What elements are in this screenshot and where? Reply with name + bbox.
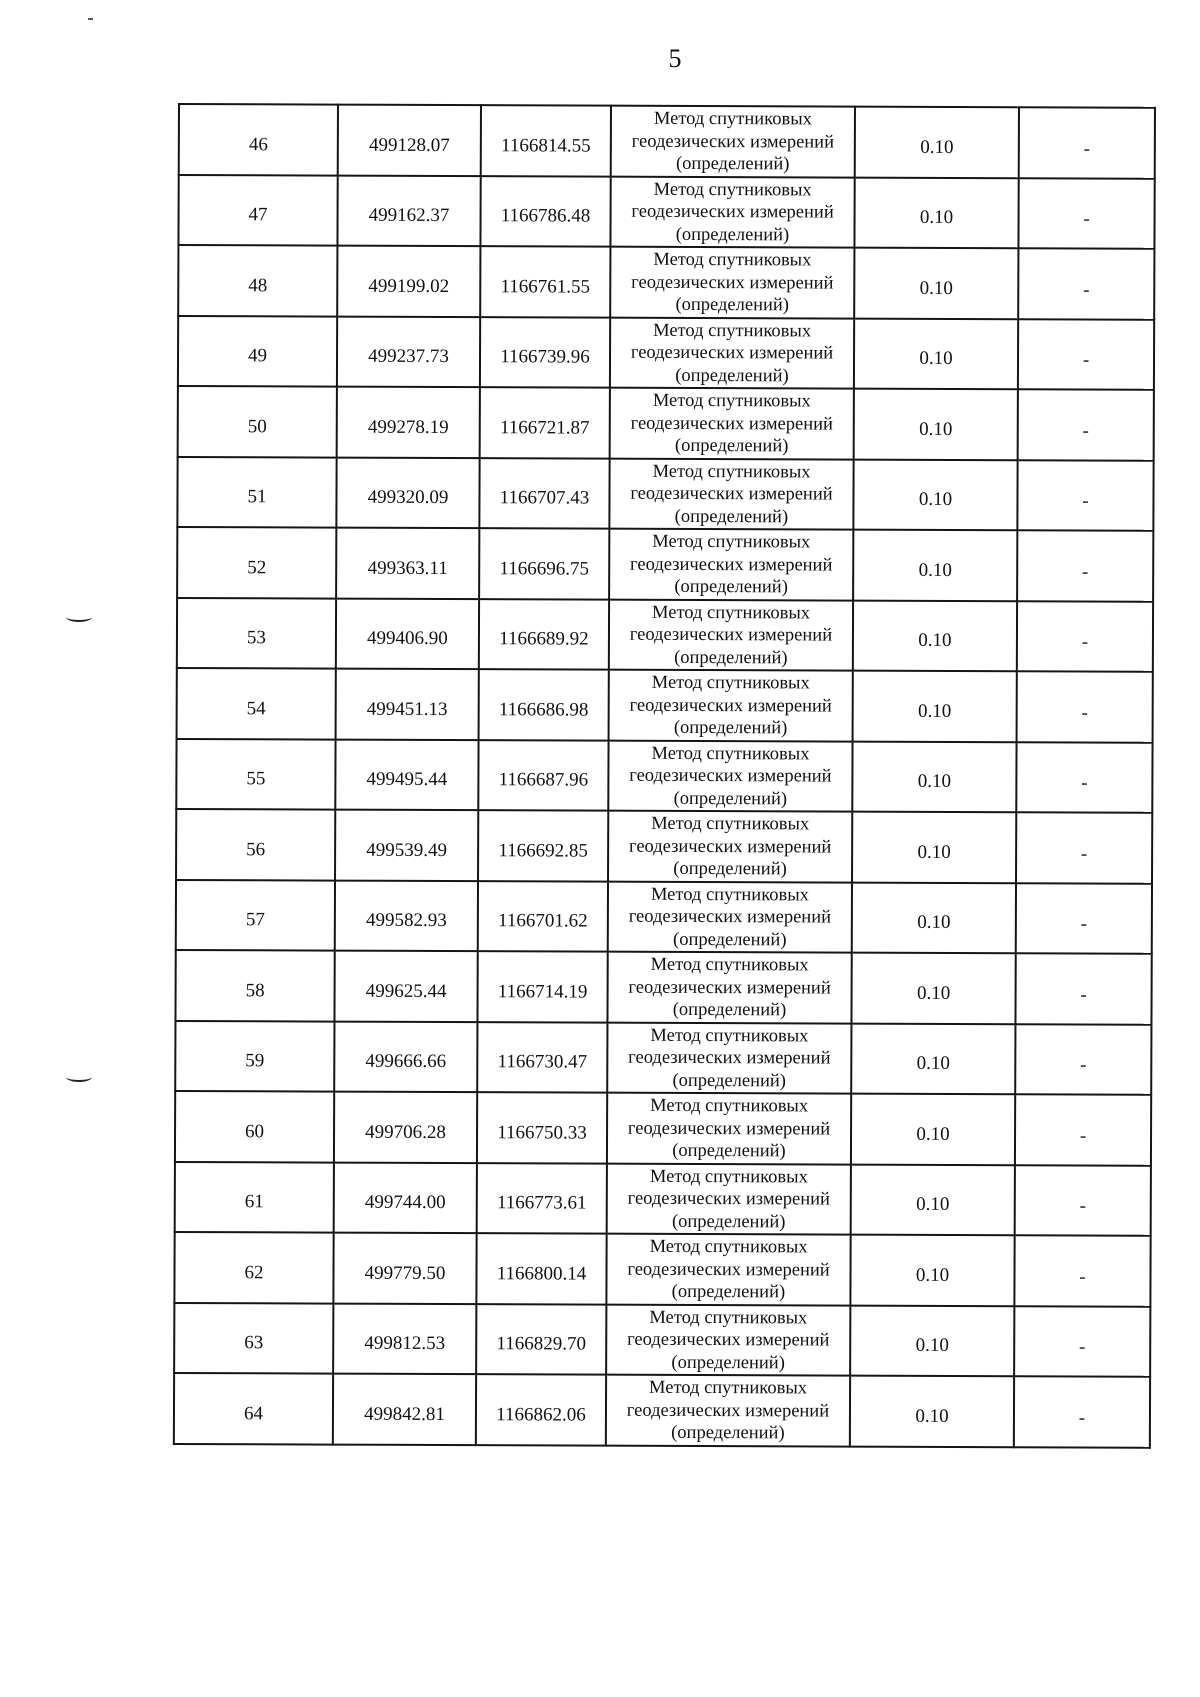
method-line: геодезических измерений xyxy=(627,1259,830,1281)
scan-edge-mark xyxy=(66,612,92,622)
x-coordinate-cell: 499199.02 xyxy=(337,246,480,317)
x-coordinate-cell: 499779.50 xyxy=(333,1233,476,1304)
accuracy-cell: 0.10 xyxy=(851,1164,1015,1235)
note-cell: - xyxy=(1015,1165,1151,1236)
x-coordinate-cell: 499363.11 xyxy=(336,528,479,599)
method-line: Метод спутниковых xyxy=(652,461,811,482)
point-number-cell: 62 xyxy=(174,1232,333,1303)
table-row xyxy=(174,1373,1150,1447)
accuracy-cell: 0.10 xyxy=(850,1235,1014,1306)
method-line: геодезических измерений xyxy=(628,1047,831,1069)
y-coordinate-cell: 1166862.06 xyxy=(476,1374,606,1445)
method-line: геодезических измерений xyxy=(627,1188,830,1210)
method-cell xyxy=(607,952,851,1023)
table-row xyxy=(178,175,1154,249)
table-row xyxy=(178,386,1154,460)
method-line: Метод спутниковых xyxy=(650,1095,809,1117)
x-coordinate-cell: 499744.00 xyxy=(334,1162,477,1233)
x-coordinate-cell: 499812.53 xyxy=(333,1303,476,1374)
x-coordinate-cell: 499320.09 xyxy=(336,457,479,528)
method-line: (определений) xyxy=(674,576,788,598)
accuracy-cell: 0.10 xyxy=(852,741,1016,812)
x-coordinate-cell: 499162.37 xyxy=(337,175,480,246)
method-cell xyxy=(607,1093,851,1164)
method-line: Метод спутниковых xyxy=(653,179,812,200)
x-coordinate-cell: 499842.81 xyxy=(333,1374,476,1445)
method-line: геодезических измерений xyxy=(630,483,833,505)
method-line: геодезических измерений xyxy=(631,272,834,294)
accuracy-cell: 0.10 xyxy=(850,1305,1014,1376)
point-number-cell: 46 xyxy=(179,104,338,175)
method-cell xyxy=(609,599,853,670)
method-cell xyxy=(609,458,853,529)
point-number-cell: 56 xyxy=(176,809,335,880)
method-cell xyxy=(608,740,852,811)
y-coordinate-cell: 1166721.87 xyxy=(480,387,610,458)
point-number-cell: 57 xyxy=(176,879,335,950)
point-number-cell: 55 xyxy=(176,738,335,809)
method-line: Метод спутниковых xyxy=(652,531,811,553)
method-line: геодезических измерений xyxy=(630,413,833,435)
y-coordinate-cell: 1166800.14 xyxy=(476,1233,606,1304)
method-line: (определений) xyxy=(671,1422,785,1444)
note-cell: - xyxy=(1016,883,1152,954)
x-coordinate-cell: 499237.73 xyxy=(337,316,480,387)
method-cell xyxy=(608,881,852,952)
method-cell xyxy=(608,811,852,882)
method-line: (определений) xyxy=(674,506,789,527)
method-line: (определений) xyxy=(673,717,788,739)
x-coordinate-cell: 499128.07 xyxy=(338,105,481,176)
method-line: (определений) xyxy=(673,929,787,950)
method-line: геодезических измерений xyxy=(628,836,832,858)
method-line: (определений) xyxy=(675,224,790,245)
method-line: Метод спутниковых xyxy=(650,954,809,976)
page-number: 5 xyxy=(668,44,682,73)
method-cell xyxy=(611,106,855,177)
note-cell: - xyxy=(1018,178,1154,249)
point-number-cell: 60 xyxy=(175,1091,334,1162)
method-line: геодезических измерений xyxy=(629,765,832,787)
point-number-cell: 50 xyxy=(178,386,337,457)
y-coordinate-cell: 1166750.33 xyxy=(477,1092,607,1163)
method-line: (определений) xyxy=(674,647,788,668)
method-cell xyxy=(610,388,854,459)
method-line: Метод спутниковых xyxy=(649,1236,808,1258)
y-coordinate-cell: 1166814.55 xyxy=(481,105,611,176)
table-row xyxy=(174,1302,1150,1376)
x-coordinate-cell: 499666.66 xyxy=(334,1021,477,1092)
method-line: геодезических измерений xyxy=(628,906,832,928)
y-coordinate-cell: 1166730.47 xyxy=(477,1022,607,1093)
accuracy-cell: 0.10 xyxy=(853,600,1017,671)
method-line: (определений) xyxy=(671,1281,786,1303)
table-row xyxy=(178,245,1154,319)
y-coordinate-cell: 1166739.96 xyxy=(480,317,610,388)
accuracy-cell: 0.10 xyxy=(851,953,1015,1024)
method-cell xyxy=(606,1375,850,1446)
method-line: (определений) xyxy=(671,1352,785,1373)
method-line: геодезических измерений xyxy=(627,1329,830,1351)
method-line: Метод спутниковых xyxy=(650,1025,809,1046)
note-cell: - xyxy=(1015,953,1151,1024)
y-coordinate-cell: 1166689.92 xyxy=(479,599,609,670)
method-cell xyxy=(606,1234,850,1305)
method-line: Метод спутниковых xyxy=(651,743,810,764)
method-cell xyxy=(610,317,854,388)
method-line: Метод спутниковых xyxy=(649,1166,808,1187)
accuracy-cell: 0.10 xyxy=(853,530,1017,601)
note-cell: - xyxy=(1018,319,1154,390)
y-coordinate-cell: 1166686.98 xyxy=(479,669,609,740)
method-line: геодезических измерений xyxy=(630,342,834,364)
y-coordinate-cell: 1166761.55 xyxy=(480,246,610,317)
accuracy-cell: 0.10 xyxy=(853,459,1017,530)
y-coordinate-cell: 1166696.75 xyxy=(479,528,609,599)
scan-speck xyxy=(88,18,93,20)
x-coordinate-cell: 499706.28 xyxy=(334,1092,477,1163)
method-line: (определений) xyxy=(673,788,788,809)
table-row xyxy=(177,457,1153,531)
note-cell: - xyxy=(1017,530,1153,601)
method-cell xyxy=(610,247,854,318)
point-number-cell: 53 xyxy=(177,598,336,669)
table-row xyxy=(177,527,1153,601)
method-line: геодезических измерений xyxy=(629,624,833,646)
accuracy-cell: 0.10 xyxy=(852,812,1016,883)
note-cell: - xyxy=(1014,1235,1150,1306)
method-line: геодезических измерений xyxy=(630,554,833,576)
method-cell xyxy=(609,670,853,741)
y-coordinate-cell: 1166687.96 xyxy=(478,740,608,811)
note-cell: - xyxy=(1018,389,1154,460)
note-cell: - xyxy=(1014,1306,1150,1377)
note-cell: - xyxy=(1015,1024,1151,1095)
accuracy-cell: 0.10 xyxy=(854,389,1018,460)
method-line: Метод спутниковых xyxy=(649,1307,808,1328)
method-line: (определений) xyxy=(674,435,789,457)
point-number-cell: 58 xyxy=(175,950,334,1021)
point-number-cell: 49 xyxy=(178,316,337,387)
method-line: (определений) xyxy=(675,153,790,175)
x-coordinate-cell: 499278.19 xyxy=(337,387,480,458)
accuracy-cell: 0.10 xyxy=(855,107,1019,178)
coordinates-table xyxy=(173,103,1156,1448)
scan-edge-mark xyxy=(66,1072,92,1082)
method-line: геодезических измерений xyxy=(629,695,832,717)
y-coordinate-cell: 1166701.62 xyxy=(478,881,608,952)
note-cell: - xyxy=(1016,742,1152,813)
accuracy-cell: 0.10 xyxy=(853,671,1017,742)
method-line: Метод спутниковых xyxy=(653,249,812,271)
method-line: (определений) xyxy=(671,1211,786,1232)
table-row xyxy=(177,598,1153,672)
x-coordinate-cell: 499495.44 xyxy=(335,739,478,810)
x-coordinate-cell: 499582.93 xyxy=(335,880,478,951)
y-coordinate-cell: 1166786.48 xyxy=(480,176,610,247)
accuracy-cell: 0.10 xyxy=(851,1023,1015,1094)
x-coordinate-cell: 499539.49 xyxy=(335,810,478,881)
note-cell: - xyxy=(1017,460,1153,531)
method-cell xyxy=(606,1304,850,1375)
note-cell: - xyxy=(1019,107,1155,178)
accuracy-cell: 0.10 xyxy=(854,248,1018,319)
accuracy-cell: 0.10 xyxy=(851,1094,1015,1165)
table-row xyxy=(175,1091,1151,1165)
point-number-cell: 63 xyxy=(174,1302,333,1373)
point-number-cell: 48 xyxy=(178,245,337,316)
table-row xyxy=(176,879,1152,953)
y-coordinate-cell: 1166692.85 xyxy=(478,810,608,881)
accuracy-cell: 0.10 xyxy=(854,318,1018,389)
table-row xyxy=(176,738,1152,812)
method-line: (определений) xyxy=(672,1140,786,1162)
method-line: геодезических измерений xyxy=(631,131,835,153)
method-line: (определений) xyxy=(675,365,789,386)
table-row xyxy=(175,1161,1151,1235)
table-row xyxy=(175,950,1151,1024)
method-cell xyxy=(609,529,853,600)
point-number-cell: 51 xyxy=(177,457,336,528)
table-body xyxy=(174,104,1155,1447)
point-number-cell: 52 xyxy=(177,527,336,598)
note-cell: - xyxy=(1014,1376,1150,1447)
method-line: Метод спутниковых xyxy=(651,672,810,694)
y-coordinate-cell: 1166829.70 xyxy=(476,1304,606,1375)
method-line: (определений) xyxy=(672,1070,787,1091)
x-coordinate-cell: 499625.44 xyxy=(334,951,477,1022)
method-line: геодезических измерений xyxy=(626,1400,830,1422)
table-row xyxy=(177,668,1153,742)
accuracy-cell: 0.10 xyxy=(854,177,1018,248)
y-coordinate-cell: 1166773.61 xyxy=(477,1163,607,1234)
note-cell: - xyxy=(1017,671,1153,742)
method-line: (определений) xyxy=(675,294,790,316)
method-line: Метод спутниковых xyxy=(653,320,812,341)
method-line: Метод спутниковых xyxy=(650,884,809,905)
table-row xyxy=(174,1232,1150,1306)
note-cell: - xyxy=(1016,812,1152,883)
table-row xyxy=(179,104,1155,178)
method-line: Метод спутниковых xyxy=(653,108,812,130)
table-row xyxy=(178,316,1154,390)
y-coordinate-cell: 1166707.43 xyxy=(479,458,609,529)
method-line: Метод спутниковых xyxy=(649,1377,808,1399)
point-number-cell: 54 xyxy=(177,668,336,739)
point-number-cell: 61 xyxy=(175,1161,334,1232)
accuracy-cell: 0.10 xyxy=(850,1376,1014,1447)
method-line: Метод спутниковых xyxy=(651,813,810,835)
method-line: (определений) xyxy=(673,858,787,880)
table-row xyxy=(176,809,1152,883)
point-number-cell: 47 xyxy=(178,175,337,246)
method-line: геодезических измерений xyxy=(631,201,834,223)
note-cell: - xyxy=(1017,601,1153,672)
method-cell xyxy=(607,1163,851,1234)
method-cell xyxy=(610,176,854,247)
y-coordinate-cell: 1166714.19 xyxy=(477,951,607,1022)
point-number-cell: 59 xyxy=(175,1020,334,1091)
x-coordinate-cell: 499406.90 xyxy=(336,598,479,669)
method-cell xyxy=(607,1022,851,1093)
method-line: Метод спутниковых xyxy=(652,390,811,412)
note-cell: - xyxy=(1015,1094,1151,1165)
method-line: геодезических измерений xyxy=(628,977,831,999)
method-line: Метод спутниковых xyxy=(652,602,811,623)
method-line: (определений) xyxy=(672,999,787,1021)
accuracy-cell: 0.10 xyxy=(852,882,1016,953)
table-row xyxy=(175,1020,1151,1094)
point-number-cell: 64 xyxy=(174,1373,333,1444)
note-cell: - xyxy=(1018,248,1154,319)
x-coordinate-cell: 499451.13 xyxy=(336,669,479,740)
method-line: геодезических измерений xyxy=(627,1118,831,1140)
